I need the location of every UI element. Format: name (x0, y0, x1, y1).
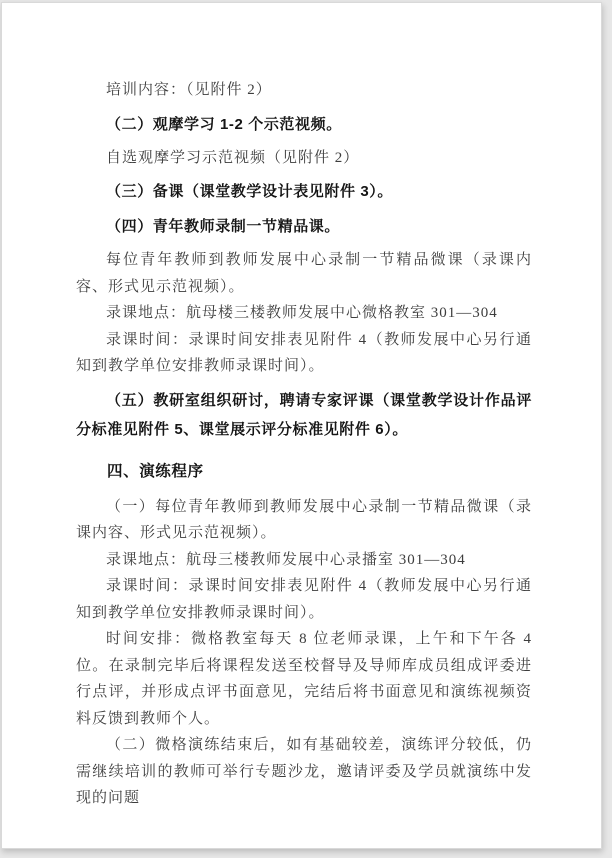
para-recording-location-2: 录课地点：航母三楼教师发展中心录播室 301—304 (106, 551, 466, 568)
para-training-content: 培训内容：（见附件 2） (106, 82, 272, 98)
heading-part-4-drill: 四、演练程序 (107, 462, 204, 480)
para-time-arrangement: 时间安排：微格教室每天 8 位老师录课，上午和下午各 4 位。在录制完毕后将课程发送至校督导及导师库成员组成评委进行点评，并形成点评书面意见，完结后将书面意见和演练视频资料反馈到教师个人。 (76, 631, 532, 727)
para-drill-followup: （二）微格演练结束后，如有基础较差，演练评分较低，仍需继续培训的教师可举行专题沙龙，邀请评委及学员就演练中发现的问题 (76, 737, 532, 806)
para-recording-time-2: 录课时间：录课时间安排表见附件 4（教师发展中心另行通知到教学单位安排教师录课时间）。 (76, 578, 532, 621)
heading-section-2: （二）观摩学习 1-2 个示范视频。 (106, 115, 342, 133)
para-recording-location-1: 录课地点：航母楼三楼教师发展中心微格教室 301—304 (106, 305, 498, 321)
para-observe-video: 自选观摩学习示范视频（见附件 2） (106, 149, 360, 166)
para-recording-time-1: 录课时间：录课时间安排表见附件 4（教师发展中心另行通知到教学单位安排教师录课时间）。 (76, 331, 532, 374)
heading-section-4: （四）青年教师录制一节精品课。 (106, 218, 341, 235)
document-page (1, 2, 602, 849)
heading-section-5: （五）教研室组织研讨，聘请专家评课（课堂教学设计作品评分标准见附件 5、课堂展示评分标准见附件 6）。 (76, 391, 532, 438)
heading-section-3: （三）备课（课堂教学设计表见附件 3）。 (106, 183, 394, 200)
para-record-course: 每位青年教师到教师发展中心录制一节精品微课（录课内容、形式见示范视频）。 (76, 252, 532, 295)
document-content (76, 77, 532, 812)
para-drill-record: （一）每位青年教师到教师发展中心录制一节精品微课（录课内容、形式见示范视频）。 (76, 498, 532, 541)
